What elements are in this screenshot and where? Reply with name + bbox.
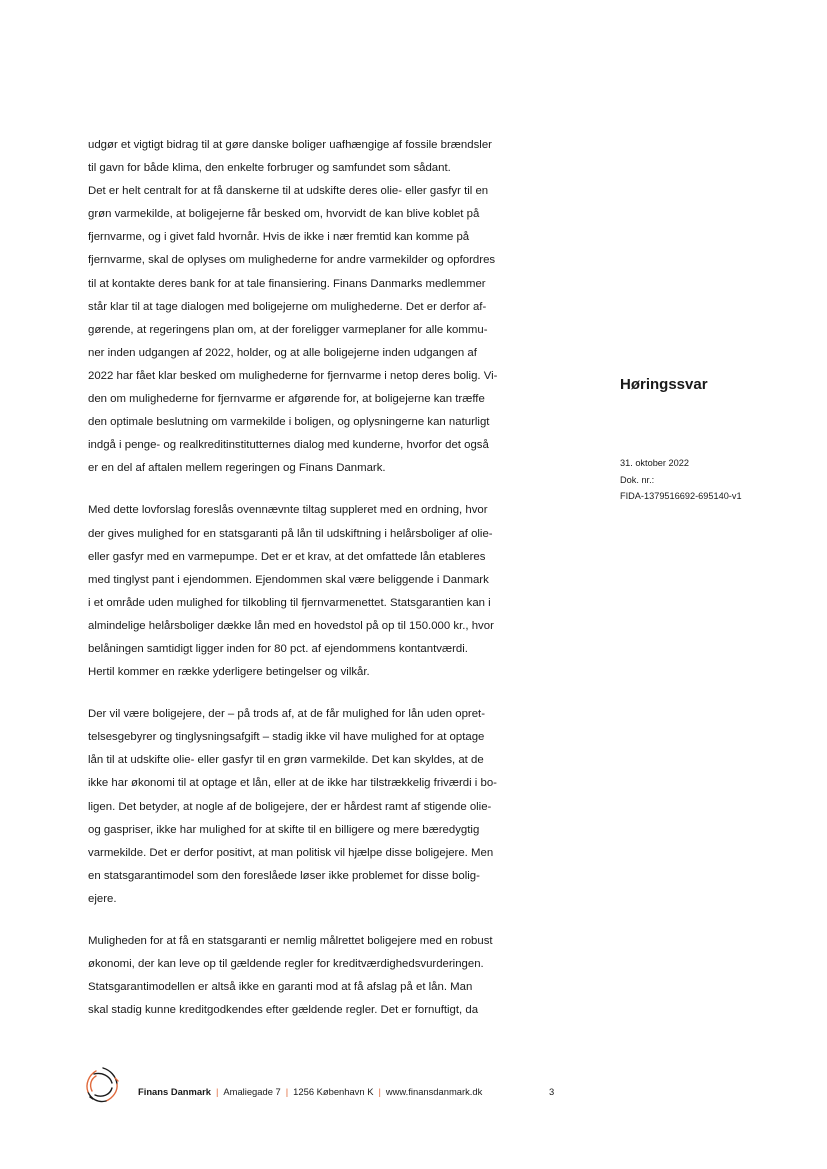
text-line: er en del af aftalen mellem regeringen og Finans Danmark. — [88, 462, 386, 475]
footer-separator: | — [378, 1086, 381, 1097]
text-line: økonomi, der kan leve op til gældende regler for kreditværdighedsvurderingen. — [88, 958, 484, 971]
text-line: til at kontakte deres bank for at tale finansiering. Finans Danmarks medlemmer — [88, 277, 486, 290]
text-line: i et område uden mulighed for tilkobling til fjernvarmenettet. Statsgarantien kan i — [88, 596, 491, 609]
text-line: belåningen samtidigt ligger inden for 80 pct. af ejendommens kontantværdi. — [88, 642, 468, 655]
footer-text — [138, 1086, 482, 1097]
footer-separator: | — [215, 1086, 219, 1097]
paragraph-2 — [88, 499, 563, 684]
text-line: med tinglyst pant i ejendommen. Ejendommen skal være beliggende i Danmark — [88, 573, 489, 586]
text-line: almindelige helårsboliger dække lån med en hovedstol på op til 150.000 kr., hvor — [88, 619, 494, 632]
text-line: står klar til at tage dialogen med boligejerne om mulighederne. Det er derfor af- — [88, 300, 487, 313]
text-line: Muligheden for at få en statsgaranti er nemlig målrettet boligejere med en robust — [88, 935, 493, 947]
text-line: der gives mulighed for en statsgaranti på lån til udskiftning i helårsboliger af olie- — [88, 527, 493, 540]
text-line: den optimale beslutning om varmekilde i boligen, og oplysningerne kan naturligt — [88, 416, 490, 429]
page-number: 3 — [549, 1086, 555, 1097]
text-line: lån til at udskifte olie- eller gasfyr til en grøn varmekilde. Det kan skyldes, at de — [88, 754, 484, 767]
text-line: til gavn for både klima, den enkelte forbruger og samfundet som sådant. — [88, 162, 451, 175]
document-type-title: Høringssvar — [620, 376, 708, 393]
footer-separator: | — [285, 1086, 289, 1097]
text-line: gørende, at regeringens plan om, at der foreligger varmeplaner for alle kommu- — [88, 323, 488, 336]
text-line: 2022 har fået klar besked om mulighederne for fjernvarme i netop deres bolig. Vi- — [88, 369, 498, 382]
text-line: fjernvarme, og i givet fald hvornår. Hvis de ikke i nær fremtid kan komme på — [88, 231, 470, 244]
text-line: telsesgebyrer og tinglysningsafgift – stadig ikke vil have mulighed for at optage — [88, 731, 485, 744]
text-line: ejere. — [88, 892, 117, 905]
text-line: indgå i penge- og realkreditinstitutternes dialog med kunderne, hvorfor det også — [88, 439, 489, 452]
document-date: 31. oktober 2022 — [620, 458, 689, 468]
text-line: en statsgarantimodel som den foreslåede løser ikke problemet for disse bolig- — [88, 869, 480, 882]
text-line: grøn varmekilde, at boligejerne får besked om, hvorvidt de kan blive koblet på — [88, 208, 480, 221]
text-line: ner inden udgangen af 2022, holder, og at alle boligejerne inden udgangen af — [88, 346, 477, 359]
document-number: FIDA-1379516692-695140-v1 — [620, 491, 742, 501]
paragraph-3 — [88, 703, 563, 911]
document-meta — [620, 455, 742, 505]
finans-danmark-logo-icon — [82, 1064, 124, 1106]
text-line: Hertil kommer en række yderligere betingelser og vilkår. — [88, 666, 370, 679]
paragraph-4 — [88, 930, 563, 1022]
text-line: Med dette lovforslag foreslås ovennævnte tiltag suppleret med en ordning, hvor — [88, 504, 488, 517]
footer-website: www.finansdanmark.dk — [385, 1086, 483, 1097]
footer-address: Amaliegade 7 — [223, 1086, 281, 1097]
text-line: Statsgarantimodellen er altså ikke en garanti mod at få afslag på et lån. Man — [88, 981, 473, 994]
text-line: eller gasfyr med en varmepumpe. Det er et krav, at det omfattede lån etableres — [88, 550, 486, 563]
page-footer — [82, 1064, 562, 1108]
text-line: Der vil være boligejere, der – på trods af, at de får mulighed for lån uden opret- — [88, 708, 485, 721]
text-line: varmekilde. Det er derfor positivt, at man politisk vil hjælpe disse boligejere. Men — [88, 846, 494, 859]
text-line: ligen. Det betyder, at nogle af de boligejere, der er hårdest ramt af stigende olie- — [88, 800, 492, 813]
text-line: den om mulighederne for fjernvarme er afgørende for, at boligejerne kan træffe — [88, 393, 485, 406]
text-line: og gaspriser, ikke har mulighed for at skifte til en billigere og mere bæredygtig — [88, 823, 480, 836]
text-line: fjernvarme, skal de oplyses om mulighederne for andre varmekilder og opfordres — [88, 254, 496, 267]
text-line: ikke har økonomi til at optage et lån, eller at de ikke har tilstrækkelig friværdi i bo- — [88, 777, 497, 790]
text-line: udgør et vigtigt bidrag til at gøre danske boliger uafhængige af fossile brændsler — [88, 139, 492, 151]
paragraph-1 — [88, 134, 563, 480]
document-body — [88, 134, 563, 1041]
footer-brand: Finans Danmark — [138, 1086, 211, 1097]
footer-city: 1256 København K — [293, 1086, 374, 1097]
document-number-label: Dok. nr.: — [620, 474, 655, 485]
text-line: Det er helt centralt for at få danskerne til at udskifte deres olie- eller gasfyr til en — [88, 185, 489, 198]
text-line: skal stadig kunne kreditgodkendes efter gældende regler. Det er fornuftigt, da — [88, 1004, 479, 1017]
